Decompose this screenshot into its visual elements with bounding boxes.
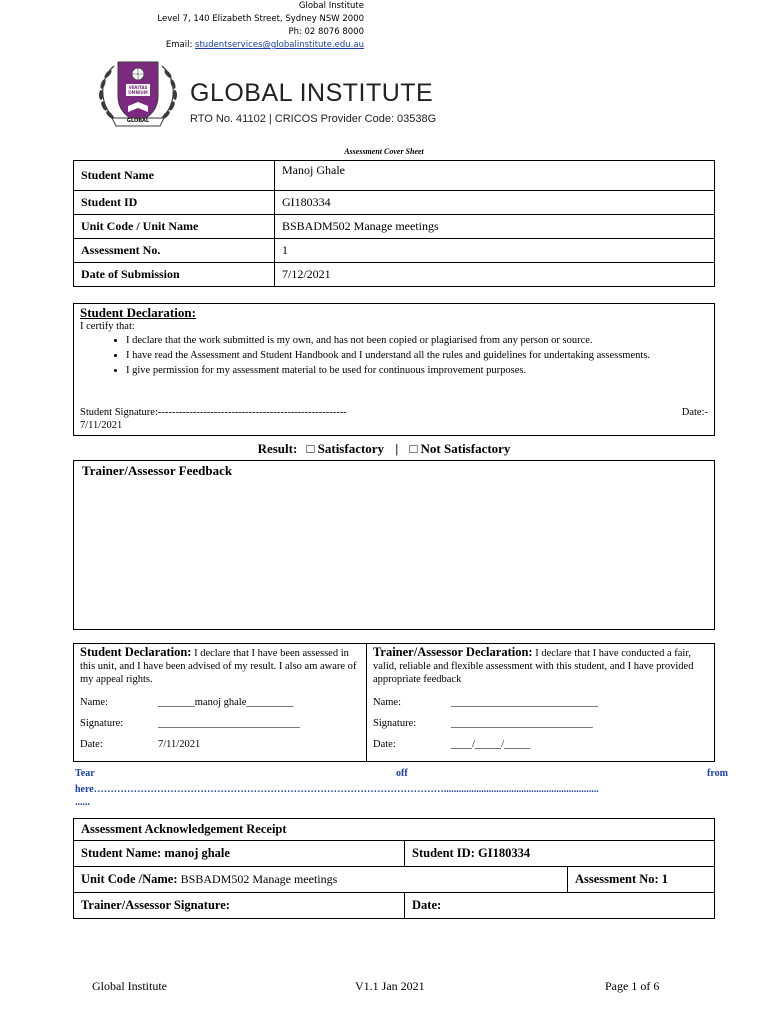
name-label: Name: — [373, 697, 401, 708]
address: Level 7, 140 Elizabeth Street, Sydney NSW 2000 — [157, 14, 364, 24]
table-row — [74, 867, 715, 893]
signature-value: ___________________________ — [158, 718, 300, 729]
date-value: 7/11/2021 — [80, 420, 123, 431]
receipt-assessment-no: Assessment No: 1 — [568, 867, 715, 893]
declarations-row — [73, 643, 715, 762]
feedback-box — [73, 460, 715, 630]
date-value: 7/11/2021 — [158, 739, 201, 750]
receipt-student-name: Student Name: manoj ghale — [74, 841, 405, 867]
receipt-title: Assessment Acknowledgement Receipt — [74, 819, 715, 841]
student-decl-text — [80, 646, 360, 686]
feedback-title: Trainer/Assessor Feedback — [82, 463, 233, 478]
satisfactory-checkbox[interactable]: □ Satisfactory — [306, 441, 385, 456]
student-info-table — [73, 160, 715, 287]
tear-word-1: Tear — [75, 768, 95, 779]
row-label: Student ID — [74, 191, 275, 215]
list-item: • I give permission for my assessment material to be used for continuous improvement purposes. — [126, 364, 708, 377]
list-item: • I declare that the work submitted is my own, and has not been copied or plagiarised from any person or source. — [126, 334, 708, 347]
table-row — [74, 161, 715, 191]
page-title: Assessment Cover Sheet — [344, 147, 424, 156]
table-row — [74, 893, 715, 919]
date-label: Date: — [373, 739, 396, 750]
name-value: ____________________________ — [451, 697, 598, 708]
date-label: Date: — [80, 739, 103, 750]
receipt-unit-value: BSBADM502 Manage meetings — [180, 872, 338, 886]
signature-value: ___________________________ — [451, 718, 593, 729]
name-value: _______manoj ghale_________ — [158, 697, 294, 708]
receipt-unit — [74, 867, 568, 893]
email-link[interactable]: studentservices@globalinstitute.edu.au — [195, 40, 364, 50]
receipt-table — [73, 818, 715, 919]
declaration-list — [80, 334, 708, 377]
row-label: Assessment No. — [74, 239, 275, 263]
tear-word-3: from — [707, 768, 728, 779]
result-line — [0, 441, 768, 457]
row-label: Date of Submission — [74, 263, 275, 287]
email-label: Email: — [165, 40, 196, 50]
student-declaration-box — [73, 303, 715, 436]
trainer-decl-title: Trainer/Assessor Declaration: — [373, 645, 533, 659]
row-value: GI180334 — [275, 191, 715, 215]
receipt-student-id: Student ID: GI180334 — [405, 841, 715, 867]
result-label: Result: — [257, 441, 298, 456]
date-value: ____/_____/_____ — [451, 739, 531, 750]
not-satisfactory-checkbox[interactable]: □ Not Satisfactory — [409, 441, 511, 456]
table-row — [74, 191, 715, 215]
tear-word-2: off — [396, 768, 408, 779]
phone: Ph: 02 8076 8000 — [288, 27, 364, 37]
row-value: 1 — [275, 239, 715, 263]
footer-version: V1.1 Jan 2021 — [355, 979, 425, 993]
rto-line: RTO No. 41102 | CRICOS Provider Code: 03538G — [190, 113, 437, 125]
signature-label: Signature: — [80, 718, 124, 729]
declaration-intro: I certify that: — [80, 321, 135, 332]
table-row — [74, 215, 715, 239]
student-decl-title: Student Declaration: — [80, 645, 192, 659]
table-row — [74, 841, 715, 867]
receipt-trainer-signature: Trainer/Assessor Signature: — [74, 893, 405, 919]
date-label: Date:- — [681, 407, 708, 418]
receipt-unit-label: Unit Code /Name: — [81, 872, 181, 886]
table-row — [74, 819, 715, 841]
crest-motto: VERITAS OMNIUM — [128, 85, 148, 95]
student-declaration-col — [74, 644, 367, 761]
trainer-decl-text — [373, 646, 708, 686]
footer-org: Global Institute — [92, 979, 167, 993]
tear-line-end: ...... — [75, 797, 90, 808]
row-value: BSBADM502 Manage meetings — [275, 215, 715, 239]
signature-line: Student Signature:------------------------------------------------------ — [80, 407, 347, 418]
contact-block — [150, 0, 364, 52]
row-value: 7/12/2021 — [275, 263, 715, 287]
table-row — [74, 239, 715, 263]
signature-label: Signature: — [373, 718, 417, 729]
trainer-declaration-col — [367, 644, 714, 761]
crest-ribbon: GLOBAL — [126, 118, 150, 124]
row-label: Student Name — [74, 161, 275, 191]
name-label: Name: — [80, 697, 108, 708]
list-item: • I have read the Assessment and Student Handbook and I understand all the rules and guidelines for undertaking assessments. — [126, 349, 708, 362]
footer-page: Page 1 of 6 — [605, 979, 660, 993]
table-row — [74, 263, 715, 287]
tear-line: here…………………………………………………………………………………………….............................................................. — [75, 784, 599, 795]
student-decl-body: I declare that I have been assessed in this unit, and I have been advised of my result. I also am aware of my appeal rights. — [80, 648, 357, 685]
email-line — [150, 39, 364, 52]
receipt-date: Date: — [405, 893, 715, 919]
trainer-decl-body: I declare that I have conducted a fair, valid, reliable and flexible assessment with this student, and I have provided appropriate feedback — [373, 648, 694, 685]
result-separator: | — [395, 441, 399, 456]
declaration-title: Student Declaration: — [80, 305, 196, 320]
org-name: Global Institute — [298, 1, 364, 11]
row-value: Manoj Ghale — [275, 161, 715, 191]
row-label: Unit Code / Unit Name — [74, 215, 275, 239]
brand-name: GLOBAL INSTITUTE — [190, 79, 434, 107]
